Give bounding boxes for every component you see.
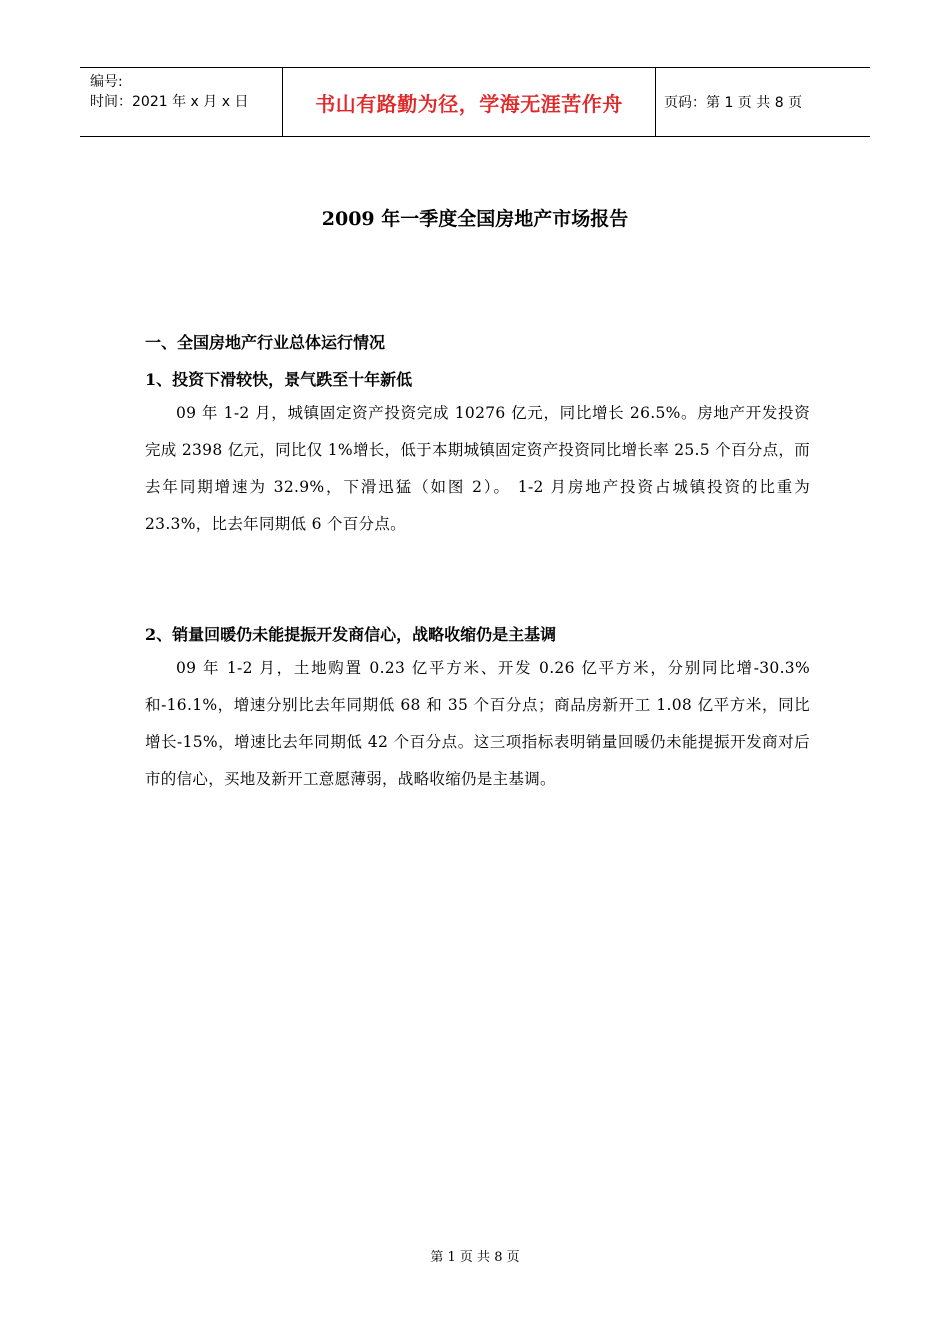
subsection-2-heading: 2、销量回暖仍未能提振开发商信心，战略收缩仍是主基调 [145, 625, 557, 644]
page-header [80, 67, 870, 137]
document-number-label: 编号: [90, 74, 123, 90]
page-footer: 第 1 页 共 8 页 [430, 1250, 520, 1265]
subsection-1-heading: 1、投资下滑较快，景气跌至十年新低 [145, 370, 413, 389]
header-page-info: 页码：第 1 页 共 8 页 [664, 95, 803, 111]
header-motto: 书山有路勤为径，学海无涯苦作舟 [282, 68, 656, 136]
section-heading: 一、全国房地产行业总体运行情况 [145, 333, 386, 352]
document-date: 时间：2021 年 x 月 x 日 [90, 94, 249, 110]
subsection-2-paragraph: 09 年 1-2 月，土地购置 0.23 亿平方米、开发 0.26 亿平方米，分别同比增-30.3%和-16.1%，增速分别比去年同期低 68 和 35 个百分点；商品房新开工 1.08 亿平方米，同比增长-15%，增速比去年同期低 42 个百分点。这三项指标表明销量回暖仍未能提振开发商对后市的信心，买地及新开工意愿薄弱，战略收缩仍是主基调。 [145, 659, 810, 788]
subsection-1-paragraph: 09 年 1-2 月，城镇固定资产投资完成 10276 亿元，同比增长 26.5%。房地产开发投资完成 2398 亿元，同比仅 1%增长，低于本期城镇固定资产投资同比增长率 25.5 个百分点，而去年同期增速为 32.9%，下滑迅猛（如图 2）。 1-2 月房地产投资占城镇投资的比重为 23.3%，比去年同期低 6 个百分点。 [145, 404, 810, 533]
document-title: 2009 年一季度全国房地产市场报告 [321, 208, 629, 230]
header-meta [80, 68, 282, 136]
